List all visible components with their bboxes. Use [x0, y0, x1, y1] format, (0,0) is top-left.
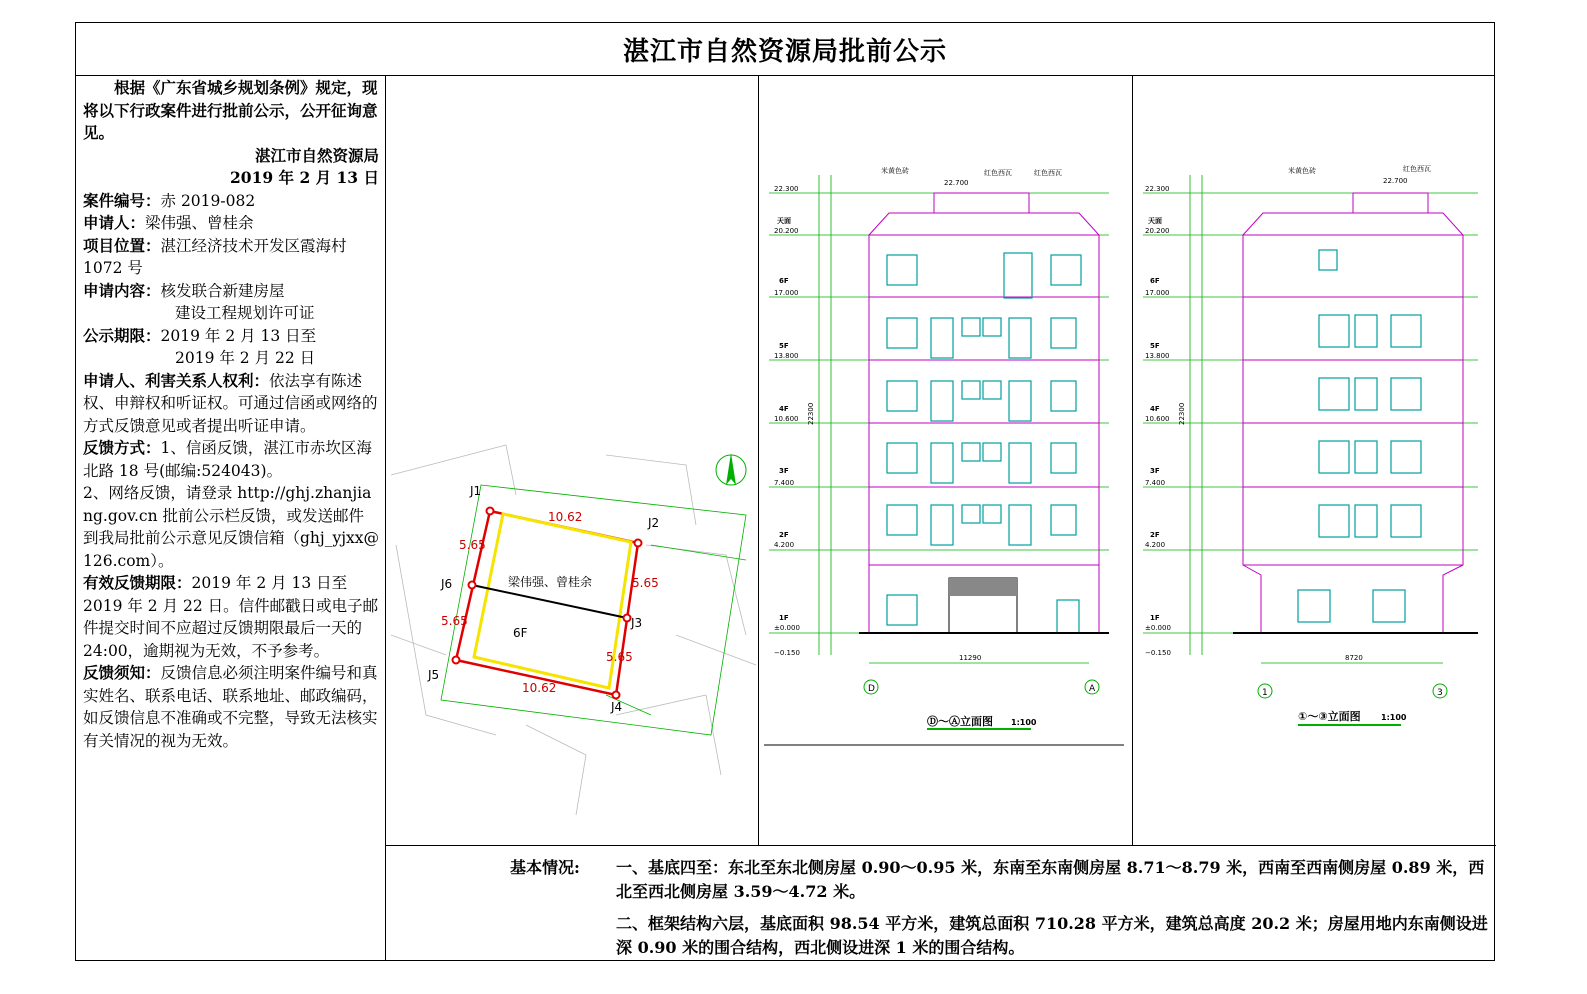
elevation-d-a-panel — [759, 75, 1133, 845]
axis-a: A — [1089, 684, 1096, 694]
svg-text:5F: 5F — [1150, 342, 1160, 350]
notice-issuer: 湛江市自然资源局 — [254, 145, 379, 165]
svg-text:13.800: 13.800 — [1145, 352, 1170, 360]
ownership-divider — [472, 585, 627, 618]
svg-text:7.400: 7.400 — [774, 479, 795, 487]
dim-bottom: 10.62 — [522, 681, 557, 695]
material-notes — [881, 166, 1062, 187]
svg-text:−0.150: −0.150 — [774, 649, 800, 657]
basic-info-line-2: 二、框架结构六层，基底面积 98.54 平方米，建筑总面积 710.28 平方米，建筑总高度 20.2 米；房屋用地内东南侧设进深 0.90 米的围合结构，西北侧设进深 1 米的围合结构。 — [616, 914, 1488, 957]
elevation-scale: 1:100 — [1011, 718, 1037, 727]
axis-3: 3 — [1437, 688, 1443, 698]
feedback-method: 反馈方式：1、信函反馈，湛江市赤坎区海北路 18 号(邮编:524043)。 — [83, 438, 372, 480]
elevation-1-3-panel — [1133, 75, 1496, 845]
svg-text:22.300: 22.300 — [774, 185, 799, 193]
project-location: 项目位置：湛江经济技术开发区霞海村 1072 号 — [83, 235, 347, 277]
svg-text:米黄色砖: 米黄色砖 — [1288, 167, 1316, 175]
total-height-dim: 22300 — [807, 402, 815, 425]
notice-text-column — [76, 75, 386, 960]
svg-text:10.600: 10.600 — [774, 415, 799, 423]
feedback-deadline: 有效反馈期限：2019 年 2 月 13 日至 2019 年 2 月 22 日。信件邮戳日或电子邮件提交时间不应超过反馈期限最后一天的 24:00，逾期视为无效，不予参考。 — [83, 573, 379, 660]
svg-text:J4: J4 — [611, 700, 623, 714]
building-elevation-2 — [1243, 193, 1463, 633]
svg-text:22.700: 22.700 — [944, 179, 969, 187]
building-elevation — [869, 193, 1099, 633]
svg-text:22.700: 22.700 — [1383, 177, 1408, 185]
application-content: 申请内容：核发联合新建房屋 — [83, 280, 285, 300]
dim-top: 10.62 — [548, 510, 583, 524]
svg-text:J1: J1 — [470, 484, 482, 498]
svg-text:17.000: 17.000 — [774, 289, 799, 297]
applicant: 申请人：梁伟强、曾桂余 — [83, 213, 254, 232]
dim-right-2: 5.65 — [606, 650, 633, 664]
notice-period-2: 2019 年 2 月 22 日 — [175, 349, 316, 367]
svg-text:±0.000: ±0.000 — [774, 624, 800, 632]
material-notes-2 — [1288, 164, 1431, 185]
svg-text:天面: 天面 — [1148, 217, 1162, 225]
svg-text:17.000: 17.000 — [1145, 289, 1170, 297]
level-labels — [774, 185, 800, 657]
svg-text:J2: J2 — [648, 516, 660, 530]
basic-info — [386, 845, 1496, 960]
svg-text:4F: 4F — [779, 405, 789, 413]
svg-text:米黄色砖: 米黄色砖 — [881, 167, 909, 175]
svg-text:10.600: 10.600 — [1145, 415, 1170, 423]
svg-text:22.300: 22.300 — [1145, 185, 1170, 193]
elevation-width: 11290 — [959, 654, 982, 662]
feedback-notes: 反馈须知：反馈信息必须注明案件编号和真实姓名、联系电话、联系地址、邮政编码，如反馈信息不准确或不完整，导致无法核实有关情况的视为无效。 — [83, 663, 378, 750]
notice-intro: 根据《广东省城乡规划条例》规定，现将以下行政案件进行批前公示，公开征询意见。 — [83, 78, 378, 142]
application-content-2: 建设工程规划许可证 — [175, 304, 315, 322]
svg-text:5F: 5F — [779, 342, 789, 350]
floors-label: 6F — [513, 626, 528, 640]
surrounding-lots — [391, 445, 756, 815]
notice-frame — [75, 22, 1495, 961]
dimension-lines — [769, 175, 1109, 663]
total-height-dim-2: 22300 — [1178, 402, 1186, 425]
elevation-width-2: 8720 — [1345, 654, 1363, 662]
svg-text:2F: 2F — [779, 531, 789, 539]
svg-text:6F: 6F — [779, 277, 789, 285]
svg-text:−0.150: −0.150 — [1145, 649, 1171, 657]
page-title: 湛江市自然资源局批前公示 — [622, 36, 947, 67]
notice-date: 2019 年 2 月 13 日 — [230, 168, 379, 187]
svg-text:20.200: 20.200 — [774, 227, 799, 235]
svg-text:J3: J3 — [631, 616, 643, 630]
elevation-scale-2: 1:100 — [1381, 713, 1407, 722]
axis-1: 1 — [1262, 688, 1268, 698]
svg-text:3F: 3F — [779, 467, 789, 475]
svg-text:1F: 1F — [779, 614, 789, 622]
svg-text:J5: J5 — [428, 668, 440, 682]
title-row — [76, 23, 1494, 76]
elevation-windows — [887, 253, 1081, 633]
elevation-1-3-drawing — [1133, 75, 1496, 845]
dim-left-2: 5.65 — [441, 614, 468, 628]
basic-info-label: 基本情况: — [510, 858, 580, 877]
svg-text:2F: 2F — [1150, 531, 1160, 539]
svg-text:4.200: 4.200 — [1145, 541, 1166, 549]
notice-period: 公示期限：2019 年 2 月 13 日至 — [83, 325, 317, 345]
north-arrow-icon — [716, 453, 746, 485]
svg-text:4F: 4F — [1150, 405, 1160, 413]
basic-info-text — [616, 856, 1491, 968]
axis-d: D — [868, 684, 875, 694]
site-plan-drawing — [386, 75, 759, 845]
svg-text:红色西瓦: 红色西瓦 — [1403, 165, 1431, 173]
svg-text:天面: 天面 — [777, 217, 791, 225]
garage-door-shade — [949, 578, 1017, 596]
svg-text:4.200: 4.200 — [774, 541, 795, 549]
axis-bubbles-2 — [1258, 684, 1447, 698]
svg-text:J6: J6 — [441, 577, 453, 591]
level-labels-2 — [1145, 185, 1171, 657]
rights: 申请人、利害关系人权利：依法享有陈述权、申辩权和听证权。可通过信函或网络的方式反馈意见或者提出听证申请。 — [83, 370, 378, 435]
case-number: 案件编号：赤 2019-082 — [83, 190, 256, 210]
elevation-caption-2: ①～③立面图 — [1298, 710, 1361, 723]
svg-text:6F: 6F — [1150, 277, 1160, 285]
svg-text:红色西瓦: 红色西瓦 — [984, 169, 1012, 177]
svg-text:±0.000: ±0.000 — [1145, 624, 1171, 632]
owner-label: 梁伟强、曾桂余 — [508, 575, 593, 589]
elevation-d-a-drawing — [759, 75, 1133, 845]
dim-right-1: 5.65 — [632, 576, 659, 590]
site-plan-panel — [386, 75, 759, 845]
dim-left-1: 5.65 — [459, 538, 486, 552]
svg-text:7.400: 7.400 — [1145, 479, 1166, 487]
elevation-caption: Ⓓ～Ⓐ立面图 — [927, 715, 993, 728]
elevation-windows-2 — [1298, 250, 1421, 622]
feedback-online: 2、网络反馈，请登录 http://ghj.zhanjiang.gov.cn 批前公示栏反馈，或发送邮件到我局批前公示意见反馈信箱（ghj_yjxx@126.com）。 — [83, 484, 380, 570]
svg-text:1F: 1F — [1150, 614, 1160, 622]
svg-text:3F: 3F — [1150, 467, 1160, 475]
svg-text:13.800: 13.800 — [774, 352, 799, 360]
svg-text:20.200: 20.200 — [1145, 227, 1170, 235]
axis-bubbles — [864, 680, 1099, 694]
svg-text:红色西瓦: 红色西瓦 — [1034, 169, 1062, 177]
basic-info-line-1: 一、基底四至：东北至东北侧房屋 0.90～0.95 米，东南至东南侧房屋 8.71～8.79 米，西南至西南侧房屋 0.89 米，西北至西北侧房屋 3.59～4.72 米。 — [616, 858, 1485, 901]
